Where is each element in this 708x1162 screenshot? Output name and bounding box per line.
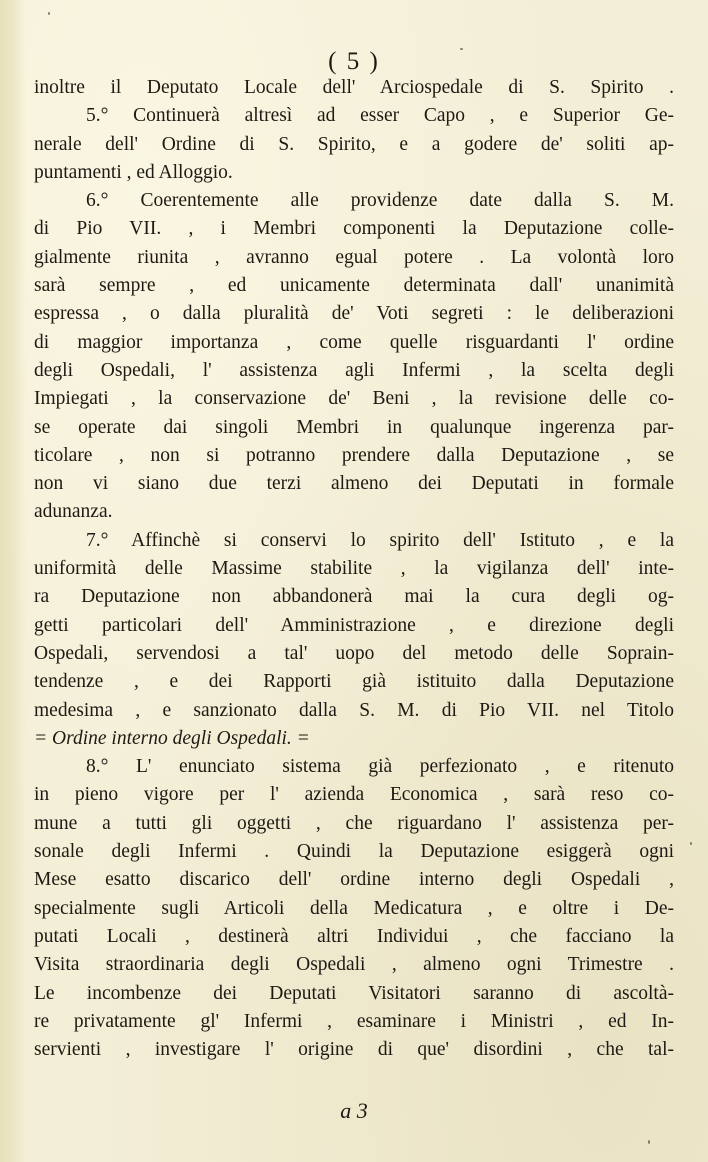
text-line (34, 866, 674, 894)
text-line (34, 555, 674, 583)
body-text (34, 74, 674, 1064)
text-line-content: putati Locali , destinerà altri Individui , che facciano la (34, 925, 674, 947)
text-line-content: Visita straordinaria degli Ospedali , almeno ogni Trimestre . (34, 954, 674, 976)
text-line-content: di maggior importanza , come quelle risguardanti l' ordine (34, 331, 674, 353)
text-line-content: Mese esatto discarico dell' ordine interno degli Ospedali , (34, 869, 674, 891)
text-line (34, 895, 674, 923)
text-line-content: non vi siano due terzi almeno dei Deputati in formale (34, 473, 674, 495)
text-line (34, 697, 674, 725)
text-line-content: inoltre il Deputato Locale dell' Arciospedale di S. Spirito . (34, 77, 674, 98)
binding-shadow (0, 0, 26, 1162)
text-line (34, 244, 674, 272)
text-line-content: mune a tutti gli oggetti , che riguardano l' assistenza per- (34, 812, 674, 834)
text-line (34, 300, 674, 328)
text-line-content: adunanza. (34, 501, 113, 523)
text-line-content: Impiegati , la conservazione de' Beni , la revisione delle co- (34, 388, 674, 410)
text-line (34, 781, 674, 809)
text-line (34, 980, 674, 1008)
text-line-content: di Pio VII. , i Membri componenti la Deputazione colle- (34, 218, 674, 240)
text-line-content: Ospedali, servendosi a tal' uopo del metodo delle Soprain- (34, 642, 674, 664)
text-line (34, 159, 674, 187)
text-line-content: servienti , investigare l' origine di que' disordini , che tal- (34, 1039, 674, 1061)
text-line-content: = Ordine interno degli Ospedali. = (34, 727, 310, 749)
text-line-content: getti particolari dell' Amministrazione , e direzione degli (34, 614, 674, 636)
text-line (34, 923, 674, 951)
text-line-content: tendenze , e dei Rapporti già istituito dalla Deputazione (34, 671, 674, 693)
text-line-content: Le incombenze dei Deputati Visitatori saranno di ascoltà- (34, 982, 674, 1004)
text-line-content: specialmente sugli Articoli della Medicatura , e oltre i De- (34, 897, 674, 919)
text-line (34, 810, 674, 838)
text-line (34, 74, 674, 102)
text-line-content: gialmente riunita , avranno egual potere . La volontà loro (34, 246, 674, 268)
text-line (34, 753, 674, 781)
text-line-content: degli Ospedali, l' assistenza agli Infermi , la scelta degli (34, 359, 674, 381)
text-line (34, 442, 674, 470)
text-line-content: 6.° Coerentemente alle providenze date dalla S. M. (86, 190, 674, 212)
printer-signature-mark: a 3 (340, 1098, 368, 1123)
text-line (34, 668, 674, 696)
text-line (34, 187, 674, 215)
text-line (34, 527, 674, 555)
text-line-content: sarà sempre , ed unicamente determinata dall' unanimità (34, 275, 674, 297)
page-number: ( 5 ) (328, 48, 380, 75)
text-line (34, 131, 674, 159)
text-line-content: se operate dai singoli Membri in qualunque ingerenza par- (34, 416, 674, 438)
text-line-content: uniformità delle Massime stabilite , la vigilanza dell' inte- (34, 558, 674, 580)
text-line (34, 357, 674, 385)
ink-speck (690, 842, 692, 845)
text-line (34, 470, 674, 498)
text-line-content: ra Deputazione non abbandonerà mai la cura degli og- (34, 586, 674, 608)
ink-speck (648, 1140, 650, 1144)
text-line-content: 8.° L' enunciato sistema già perfezionato , e ritenuto (86, 756, 674, 778)
text-line (34, 414, 674, 442)
text-line (34, 583, 674, 611)
text-line (34, 385, 674, 413)
text-line (34, 640, 674, 668)
text-line (34, 725, 674, 753)
text-line (34, 612, 674, 640)
ink-speck (48, 12, 50, 15)
text-line (34, 272, 674, 300)
text-line-content: re privatamente gl' Infermi , esaminare i Ministri , ed In- (34, 1010, 674, 1032)
text-line-content: 5.° Continuerà altresì ad esser Capo , e Superior Ge- (86, 105, 674, 127)
text-line (34, 951, 674, 979)
ink-speck (460, 48, 463, 50)
text-line-content: medesima , e sanzionato dalla S. M. di Pio VII. nel Titolo (34, 699, 674, 721)
text-line (34, 1036, 674, 1064)
text-line (34, 498, 674, 526)
text-line (34, 215, 674, 243)
text-line-content: puntamenti , ed Alloggio. (34, 161, 233, 183)
text-line-content: 7.° Affinchè si conservi lo spirito dell' Istituto , e la (86, 529, 674, 551)
text-line (34, 838, 674, 866)
text-line (34, 102, 674, 130)
text-line (34, 1008, 674, 1036)
text-line (34, 329, 674, 357)
text-line-content: sonale degli Infermi . Quindi la Deputazione esiggerà ogni (34, 841, 674, 863)
text-line-content: nerale dell' Ordine di S. Spirito, e a godere de' soliti ap- (34, 133, 674, 155)
text-line-content: in pieno vigore per l' azienda Economica , sarà reso co- (34, 784, 674, 806)
text-line-content: ticolare , non si potranno prendere dalla Deputazione , se (34, 444, 674, 466)
text-line-content: espressa , o dalla pluralità de' Voti segreti : le deliberazioni (34, 303, 674, 325)
